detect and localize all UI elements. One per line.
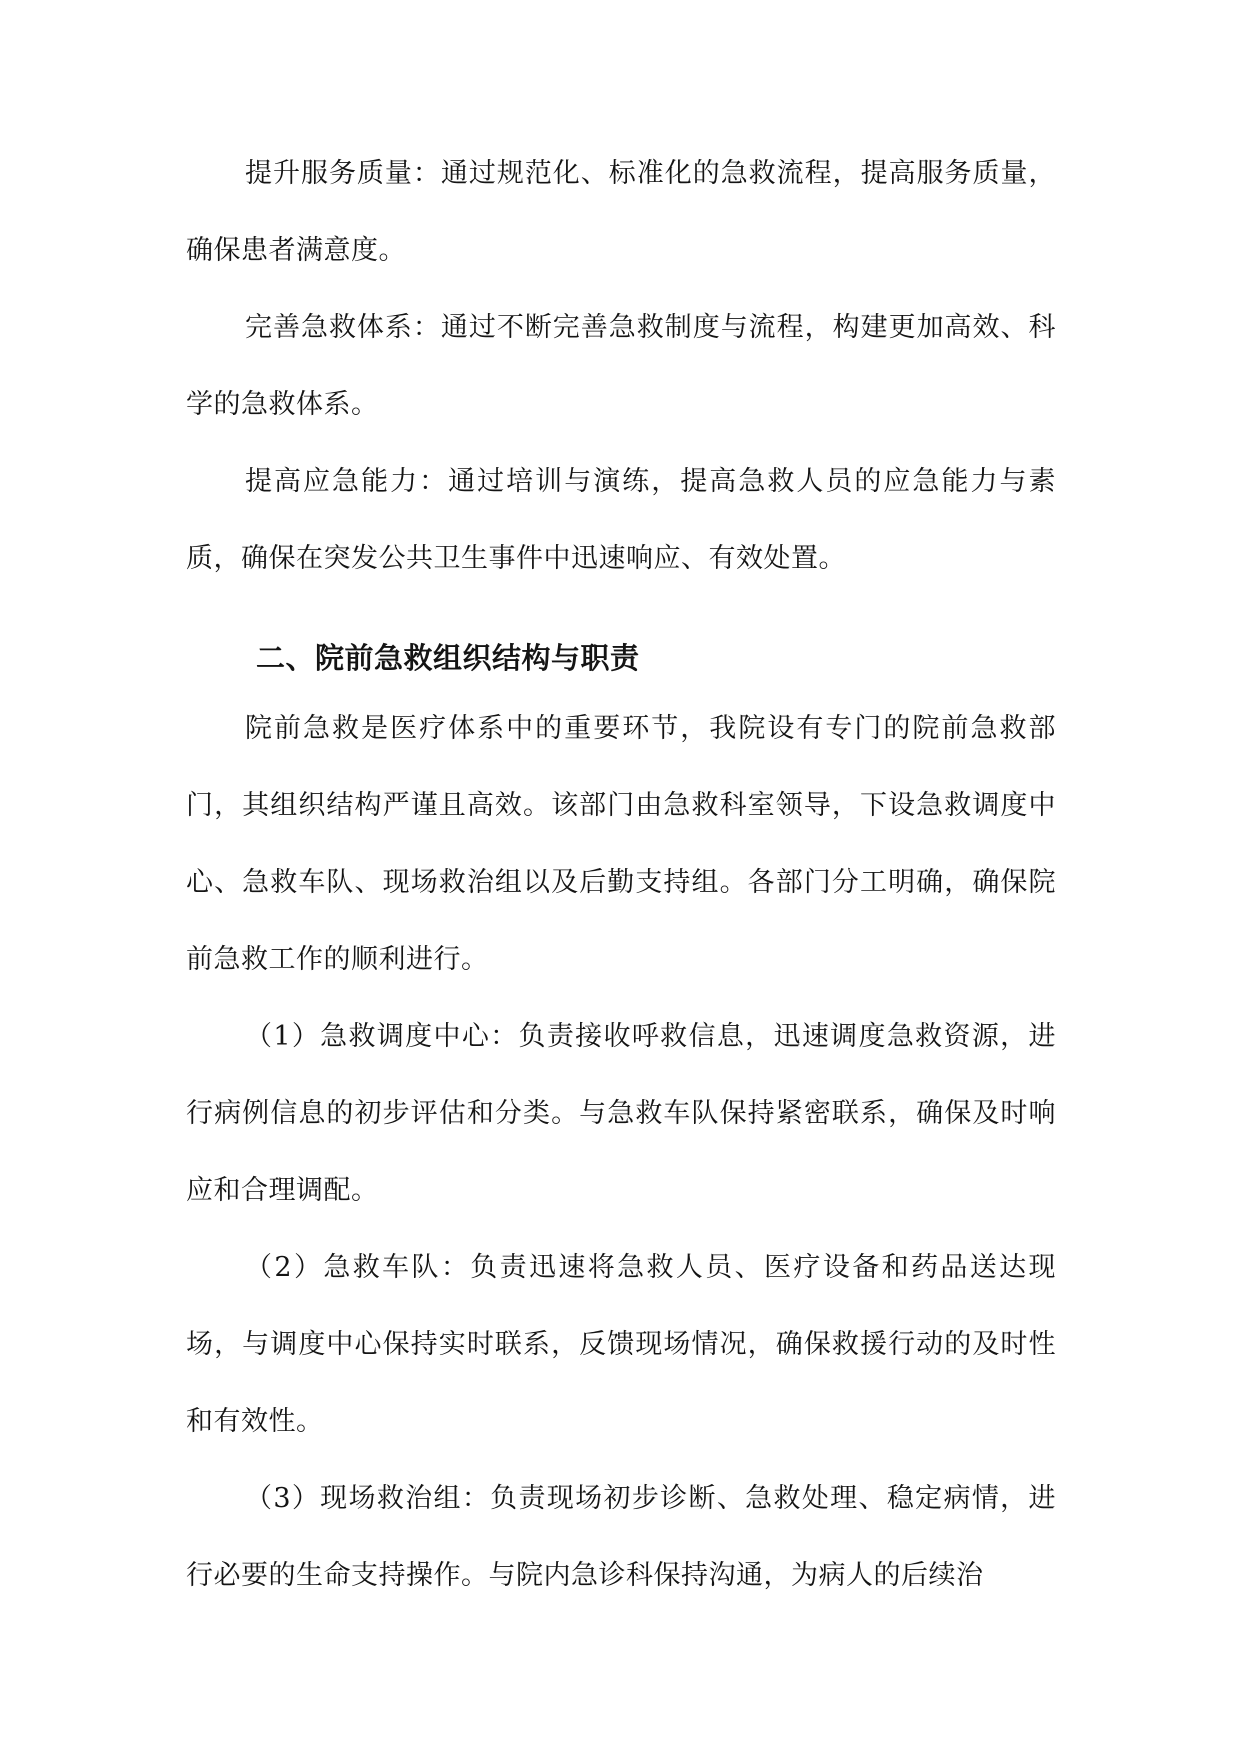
paragraph-ambulance-fleet: （2）急救车队：负责迅速将急救人员、医疗设备和药品送达现场，与调度中心保持实时联系，反馈现场情况，确保救援行动的及时性和有效性。 (186, 1252, 1056, 1437)
paragraph-improve-emergency-system: 完善急救体系：通过不断完善急救制度与流程，构建更加高效、科学的急救体系。 (186, 312, 1056, 420)
paragraph-dispatch-center: （1）急救调度中心：负责接收呼救信息，迅速调度急救资源，进行病例信息的初步评估和分类。与急救车队保持紧密联系，确保及时响应和合理调配。 (186, 1021, 1056, 1206)
paragraph-onsite-treatment-team: （3）现场救治组：负责现场初步诊断、急救处理、稳定病情，进行必要的生命支持操作。与院内急诊科保持沟通，为病人的后续治 (186, 1483, 1056, 1591)
section-heading: 二、院前急救组织结构与职责 (256, 641, 640, 675)
paragraph-improve-emergency-capability: 提高应急能力：通过培训与演练，提高急救人员的应急能力与素质，确保在突发公共卫生事件中迅速响应、有效处置。 (186, 466, 1056, 574)
document-body (186, 135, 1056, 1614)
paragraph-improve-service-quality: 提升服务质量：通过规范化、标准化的急救流程，提高服务质量，确保患者满意度。 (186, 158, 1056, 266)
paragraph-prehospital-intro: 院前急救是医疗体系中的重要环节，我院设有专门的院前急救部门，其组织结构严谨且高效。该部门由急救科室领导，下设急救调度中心、急救车队、现场救治组以及后勤支持组。各部门分工明确，确保院前急救工作的顺利进行。 (186, 713, 1056, 975)
